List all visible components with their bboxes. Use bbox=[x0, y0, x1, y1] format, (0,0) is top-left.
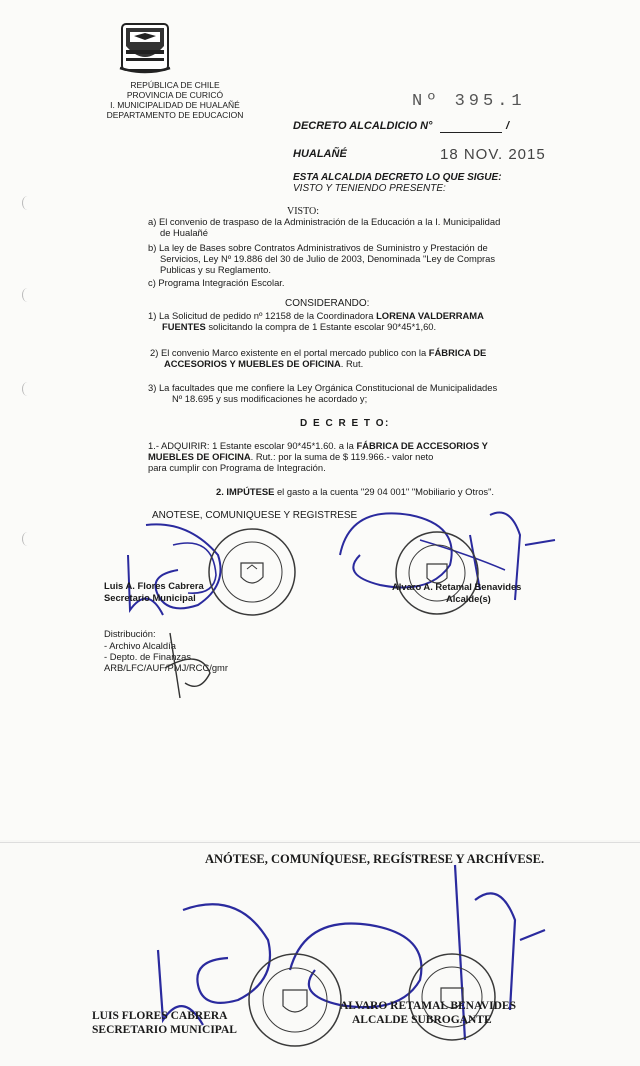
bottom-anotese-line: ANÓTESE, COMUNÍQUESE, REGÍSTRESE Y ARCHÍVESE. bbox=[205, 852, 545, 866]
considerando-1-rest: solicitando la compra de 1 Estante escolar 90*45*1,60. bbox=[205, 321, 437, 332]
header-municipality: I. MUNICIPALIDAD DE HUALAÑÉ bbox=[110, 100, 240, 110]
header-province: PROVINCIA DE CURICÓ bbox=[126, 90, 224, 100]
bottom-right-title: ALCALDE SUBROGANTE bbox=[352, 1014, 492, 1026]
intro-heading: ESTA ALCALDIA DECRETO LO QUE SIGUE: bbox=[293, 172, 502, 183]
visto-b-line2: Servicios, Ley Nº 19.886 del 30 de Julio de 2003, Denominada "Ley de Compras bbox=[160, 253, 496, 264]
signer-right-name: Alvaro A. Retamal Benavides bbox=[392, 581, 522, 592]
municipal-stamp-bottom-left bbox=[245, 950, 345, 1050]
visto-a-line2: de Hualañé bbox=[160, 227, 208, 238]
coat-of-arms-logo bbox=[116, 20, 174, 76]
considerando-1-line2 bbox=[162, 321, 436, 332]
distribution-title: Distribución: bbox=[104, 628, 156, 639]
municipal-stamp-right bbox=[392, 528, 482, 618]
signer-left-title: Secretario Municipal bbox=[104, 592, 196, 603]
decree-number-line bbox=[440, 132, 502, 133]
decreto-amount: . Rut.: por la suma de $ 119.966.- valor neto bbox=[250, 451, 434, 462]
considerando-3-line2: Nº 18.695 y sus modificaciones he acordado y; bbox=[172, 393, 368, 404]
intro-subheading: VISTO Y TENIENDO PRESENTE: bbox=[293, 183, 446, 194]
distribution-item-archivo: - Archivo Alcaldía bbox=[104, 640, 176, 651]
decreto-vendor: FÁBRICA DE ACCESORIOS Y bbox=[356, 440, 488, 451]
anotese-line: ANOTESE, COMUNIQUESE Y REGISTRESE bbox=[152, 510, 358, 521]
municipal-stamp-left bbox=[205, 525, 299, 619]
decree-slash: / bbox=[506, 120, 510, 132]
bottom-left-name: LUIS FLORES CABRERA bbox=[92, 1010, 228, 1022]
considerando-1-text: 1) La Solicitud de pedido nº 12158 de la Coordinadora bbox=[148, 310, 377, 321]
municipal-stamp-bottom-right bbox=[405, 950, 499, 1044]
considerando-2-rest: . Rut. bbox=[340, 358, 364, 369]
signer-left-name: Luis A. Flores Cabrera bbox=[104, 580, 204, 591]
signer-right-title: Alcalde(s) bbox=[446, 593, 491, 604]
decree-label: DECRETO ALCALDICIO N° bbox=[293, 120, 433, 132]
bottom-left-title: SECRETARIO MUNICIPAL bbox=[92, 1024, 237, 1036]
decree-date-stamp: 18 NOV. 2015 bbox=[440, 146, 546, 163]
considerando-3-line1: 3) La facultades que me confiere la Ley Orgánica Constitucional de Municipalidades bbox=[148, 382, 498, 393]
distribution-item-finanzas: - Depto. de Finanzas bbox=[104, 651, 192, 662]
considerando-2-text: 2) El convenio Marco existente en el portal mercado publico con la bbox=[150, 347, 429, 358]
distribution-codes: ARB/LFC/AUF/PMJ/RCC/gmr bbox=[104, 662, 228, 673]
considerando-title: CONSIDERANDO: bbox=[285, 298, 370, 309]
city-label: HUALAÑÉ bbox=[293, 148, 347, 160]
considerando-1-name: LORENA VALDERRAMA bbox=[376, 310, 484, 321]
considerando-2-line2 bbox=[164, 358, 363, 369]
decreto-vendor-cont: MUEBLES DE OFICINA bbox=[148, 451, 251, 462]
binder-hole bbox=[22, 288, 33, 302]
considerando-2-line1 bbox=[150, 347, 486, 358]
header-department: DEPARTAMENTO DE EDUCACION bbox=[106, 110, 244, 120]
binder-hole bbox=[22, 532, 33, 546]
initials-scribble bbox=[160, 628, 230, 703]
decree-number-stamp: Nº 395.1 bbox=[412, 92, 526, 111]
visto-title: VISTO: bbox=[287, 206, 320, 217]
decreto-line3: para cumplir con Programa de Integración. bbox=[148, 462, 326, 473]
visto-c-line1: c) Programa Integración Escolar. bbox=[148, 277, 285, 288]
visto-b-line3: Publicas y su Reglamento. bbox=[160, 264, 271, 275]
considerando-2-vendor: FÁBRICA DE bbox=[428, 347, 487, 358]
binder-hole bbox=[22, 196, 33, 210]
considerando-1-surname: FUENTES bbox=[162, 321, 206, 332]
considerando-2-vendor-cont: ACCESORIOS Y MUEBLES DE OFICINA bbox=[164, 358, 341, 369]
decreto-line2 bbox=[148, 451, 433, 462]
decreto-adquirir: 1.- ADQUIRIR: 1 Estante escolar 90*45*1.60. a la bbox=[148, 440, 357, 451]
visto-a-line1: a) El convenio de traspaso de la Administración de la Educación a la I. Municipalidad bbox=[148, 216, 501, 227]
imputese-text: el gasto a la cuenta "29 04 001" "Mobiliario y Otros". bbox=[274, 486, 495, 497]
considerando-1-line1 bbox=[148, 310, 484, 321]
imputese-label: 2. IMPÚTESE bbox=[216, 486, 275, 497]
decreto-title: D E C R E T O: bbox=[300, 418, 390, 429]
header-republic: REPÚBLICA DE CHILE bbox=[130, 80, 220, 90]
bottom-right-name: ALVARO RETAMAL BENAVIDES bbox=[340, 1000, 516, 1012]
decreto-line1 bbox=[148, 440, 488, 451]
binder-hole bbox=[22, 382, 33, 396]
visto-b-line1: b) La ley de Bases sobre Contratos Administrativos de Suministro y Prestación de bbox=[148, 242, 488, 253]
